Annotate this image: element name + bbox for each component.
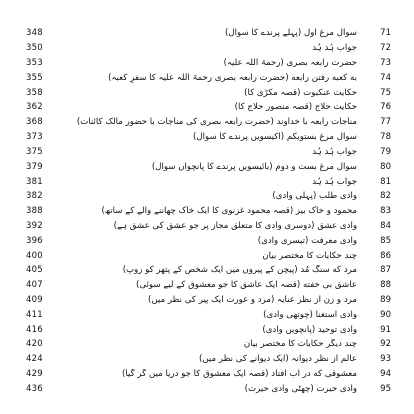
- page-number: 353: [26, 58, 43, 69]
- toc-entry: [26, 70, 391, 85]
- entry-title: معشوقی که در آب افتاد (قصہ ایک معشوق کا جو دریا میں گر گیا): [122, 369, 357, 380]
- entry-title: سوال مرغ بست و دوم (بائیسویں پرندے کا پانچواں سوال): [151, 161, 357, 172]
- toc-entry: [26, 278, 391, 293]
- page-number: 348: [26, 28, 43, 39]
- entry-number: 84: [380, 220, 391, 231]
- toc-entry: [26, 248, 391, 263]
- entry-title: حکایت عنکبوت (قصہ مکڑی کا): [244, 87, 357, 98]
- entry-title: حکایت حلاج (قصہ منصور حلاج کا): [234, 102, 357, 113]
- entry-number: 93: [380, 354, 391, 365]
- entry-title: سوال مرغ بستویکم (اکیسویں پرندے کا سوال): [193, 132, 357, 143]
- entry-number: 76: [380, 102, 391, 113]
- page-number: 362: [26, 102, 43, 113]
- entry-number: 71: [380, 28, 391, 39]
- entry-number: 83: [380, 206, 391, 217]
- toc-entry: [26, 204, 391, 219]
- page-number: 420: [26, 339, 43, 350]
- entry-title: محمود و خاک بیز (قصہ محمود غزنوی کا ایک خاک چھاننے والے کے ساتھ): [101, 206, 357, 217]
- entry-number: 89: [380, 295, 391, 306]
- entry-title: عاشق بی خفته (قصہ ایک عاشق کا جو معشوق کے لیے سوئی): [135, 280, 357, 291]
- entry-number: 82: [380, 191, 391, 202]
- entry-title: مرد و زن از نظر عنایہ (مرد و عورت ایک پیر کی نظر میں): [148, 295, 357, 306]
- entry-number: 75: [380, 87, 391, 98]
- entry-number: 79: [380, 146, 391, 157]
- page-number: 396: [26, 235, 43, 246]
- entry-title: مرد که سنگ مُد (پیچن کے پیروں میں ایک شخص کے پتھر کو روپ): [122, 265, 357, 276]
- page-number: 379: [26, 161, 43, 172]
- page-number: 424: [26, 354, 43, 365]
- page-number: 407: [26, 280, 43, 291]
- page-number: 358: [26, 87, 43, 98]
- entry-title: وادی طلب (پہلی وادی): [272, 191, 357, 202]
- entry-title: وادی توحید (پانچویں وادی): [262, 324, 357, 335]
- entry-title: عالم از نظر دیوانہ (ایک دیوانے کی نظر میں): [199, 354, 357, 365]
- toc-entry: [26, 174, 391, 189]
- toc-entry: [26, 219, 391, 234]
- toc-entry: [26, 263, 391, 278]
- toc-entry: [26, 189, 391, 204]
- entry-title: مناجات رابعہ با خداوند (حضرت رابعہ بصری کی مناجات با حضور مالک کائنات): [76, 117, 357, 128]
- entry-title: وادی استغنا (چوتھی وادی): [263, 309, 357, 320]
- entry-title: وادی حیرت (چھٹی وادی حیرت): [244, 383, 357, 394]
- toc-entry: [26, 26, 391, 41]
- page-number: 416: [26, 324, 43, 335]
- page-number: 373: [26, 132, 43, 143]
- toc-entry: [26, 145, 391, 160]
- page-number: 409: [26, 295, 43, 306]
- page-number: 436: [26, 383, 43, 394]
- toc-entry: [26, 293, 391, 308]
- entry-number: 91: [380, 324, 391, 335]
- toc-entry: [26, 159, 391, 174]
- toc-entry: [26, 322, 391, 337]
- entry-title: حضرت رابعہ بصری (رحمۃ اللہ علیہ): [223, 58, 357, 69]
- entry-title: جواب ہُد ہُد: [312, 146, 357, 157]
- toc-entry: [26, 233, 391, 248]
- entry-title: جواب ہُد ہُد: [312, 43, 357, 54]
- entry-number: 94: [380, 369, 391, 380]
- entry-title: چند حکایات کا مختصر بیان: [262, 250, 357, 261]
- entry-number: 90: [380, 309, 391, 320]
- page-number: 392: [26, 220, 43, 231]
- toc-entry: [26, 41, 391, 56]
- toc-entry: [26, 337, 391, 352]
- entry-title: به کعبه رفتن رابعه (حضرت رابعہ بصری رحمۃ اللہ علیہ کا سفرِ کعبہ): [108, 72, 357, 83]
- entry-title: جواب ہُد ہُد: [312, 176, 357, 187]
- page-number: 375: [26, 146, 43, 157]
- entry-title: سوال مرغ اول (پہلے پرندے کا سوال): [225, 28, 357, 39]
- toc-entry: [26, 307, 391, 322]
- entry-number: 81: [380, 176, 391, 187]
- entry-number: 88: [380, 280, 391, 291]
- toc-entry: [26, 85, 391, 100]
- entry-title: وادی معرفت (تیسری وادی): [257, 235, 357, 246]
- table-of-contents: [26, 26, 391, 396]
- page-number: 382: [26, 191, 43, 202]
- page-number: 355: [26, 72, 43, 83]
- entry-number: 73: [380, 58, 391, 69]
- page-number: 368: [26, 117, 43, 128]
- page-number: 400: [26, 250, 43, 261]
- entry-number: 87: [380, 265, 391, 276]
- page-number: 388: [26, 206, 43, 217]
- toc-entry: [26, 115, 391, 130]
- entry-number: 86: [380, 250, 391, 261]
- entry-number: 74: [380, 72, 391, 83]
- page-number: 411: [26, 309, 43, 320]
- entry-number: 77: [380, 117, 391, 128]
- entry-number: 85: [380, 235, 391, 246]
- page-number: 381: [26, 176, 43, 187]
- toc-entry: [26, 56, 391, 71]
- entry-number: 72: [380, 43, 391, 54]
- entry-title: چند دیگر حکایات کا مختصر بیان: [243, 339, 357, 350]
- entry-number: 80: [380, 161, 391, 172]
- entry-number: 92: [380, 339, 391, 350]
- toc-entry: [26, 367, 391, 382]
- entry-number: 78: [380, 132, 391, 143]
- page-number: 350: [26, 43, 43, 54]
- toc-entry: [26, 130, 391, 145]
- entry-title: وادی عشق (دوسری وادی کا متعلق مجاز پر جو عشق کی عشق ہے): [113, 220, 357, 231]
- page-number: 405: [26, 265, 43, 276]
- toc-entry: [26, 382, 391, 397]
- page-number: 429: [26, 369, 43, 380]
- toc-entry: [26, 100, 391, 115]
- entry-number: 95: [380, 383, 391, 394]
- toc-entry: [26, 352, 391, 367]
